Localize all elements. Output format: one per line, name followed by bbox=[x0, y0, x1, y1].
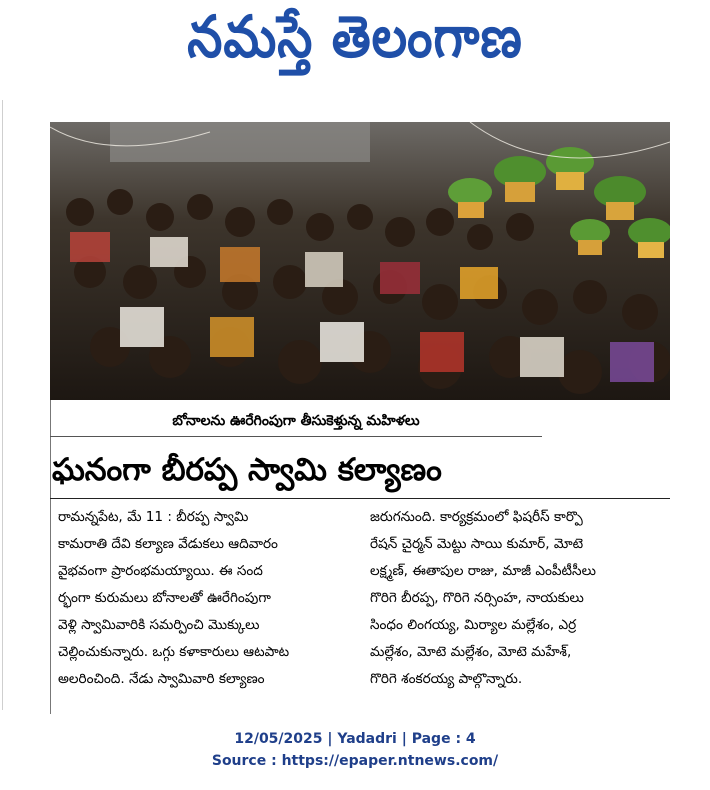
footer-source-link[interactable]: Source : https://epaper.ntnews.com/ bbox=[211, 753, 499, 769]
page-edge-line bbox=[2, 100, 3, 710]
column-line: వైభవంగా ప్రారంభమయ్యాయి. ఈ సంద bbox=[58, 563, 263, 579]
crowd-photo-illustration bbox=[50, 122, 670, 400]
article-column-left bbox=[58, 504, 356, 693]
headline-text: ఘనంగా బీరప్ప స్వామి కల్యాణం bbox=[52, 451, 442, 488]
cut-text-fragment bbox=[58, 711, 238, 712]
column-line: ర్భంగా కురుమలు బోనాలతో ఊరేగింపుగా bbox=[58, 590, 271, 606]
column-line: మల్లేశం, మోటె మల్లేశం, మోటె మహేశ్, bbox=[370, 644, 572, 660]
source-footer bbox=[0, 728, 710, 772]
article-headline bbox=[50, 448, 670, 498]
column-line: చెల్లించుకున్నారు. ఒగ్గు కళాకారులు ఆటపాట bbox=[58, 644, 290, 660]
article-photo bbox=[50, 122, 670, 400]
column-line: అలరించింది. నేడు స్వామివారి కల్యాణం bbox=[58, 671, 265, 687]
article-column-right bbox=[370, 504, 668, 693]
photo-caption: బోనాలను ఊరేగింపుగా తీసుకెళ్తున్న మహిళలు bbox=[172, 412, 420, 429]
column-line: కామరాతి దేవి కల్యాణ వేడుకలు ఆదివారం bbox=[58, 536, 278, 552]
newspaper-masthead bbox=[0, 3, 710, 80]
column-line: జరుగనుంది. కార్యక్రమంలో ఫిషరీస్ కార్పొ bbox=[370, 509, 583, 525]
column-line: గొరిగె బీరప్ప, గొరిగె నర్సింహ, నాయకులు bbox=[370, 590, 584, 606]
news-clipping bbox=[50, 122, 670, 714]
photo-caption-box bbox=[50, 408, 542, 437]
footer-date-edition: 12/05/2025 | Yadadri | Page : 4 bbox=[234, 731, 476, 747]
column-line: సింధం లింగయ్య, మిర్యాల మల్లేశం, ఎర్ర bbox=[370, 617, 577, 633]
column-line: లక్ష్మణ్, ఈతాపుల రాజు, మాజీ ఎంపీటీసీలు bbox=[370, 563, 596, 579]
column-line: వెళ్లి స్వామివారికి సమర్పించి మొక్కులు bbox=[58, 617, 260, 633]
masthead-title: నమస్తే తెలంగాణ bbox=[187, 3, 523, 70]
clipping-cut-edge bbox=[58, 704, 238, 712]
column-line: గొరిగె శంకరయ్య పాల్గొన్నారు. bbox=[370, 671, 523, 687]
headline-divider bbox=[50, 498, 670, 499]
column-line: రామన్నపేట, మే 11 : బీరప్ప స్వామి bbox=[58, 509, 249, 525]
column-line: రేషన్ చైర్మన్ మెట్టు సాయి కుమార్, మోటె bbox=[370, 536, 584, 552]
